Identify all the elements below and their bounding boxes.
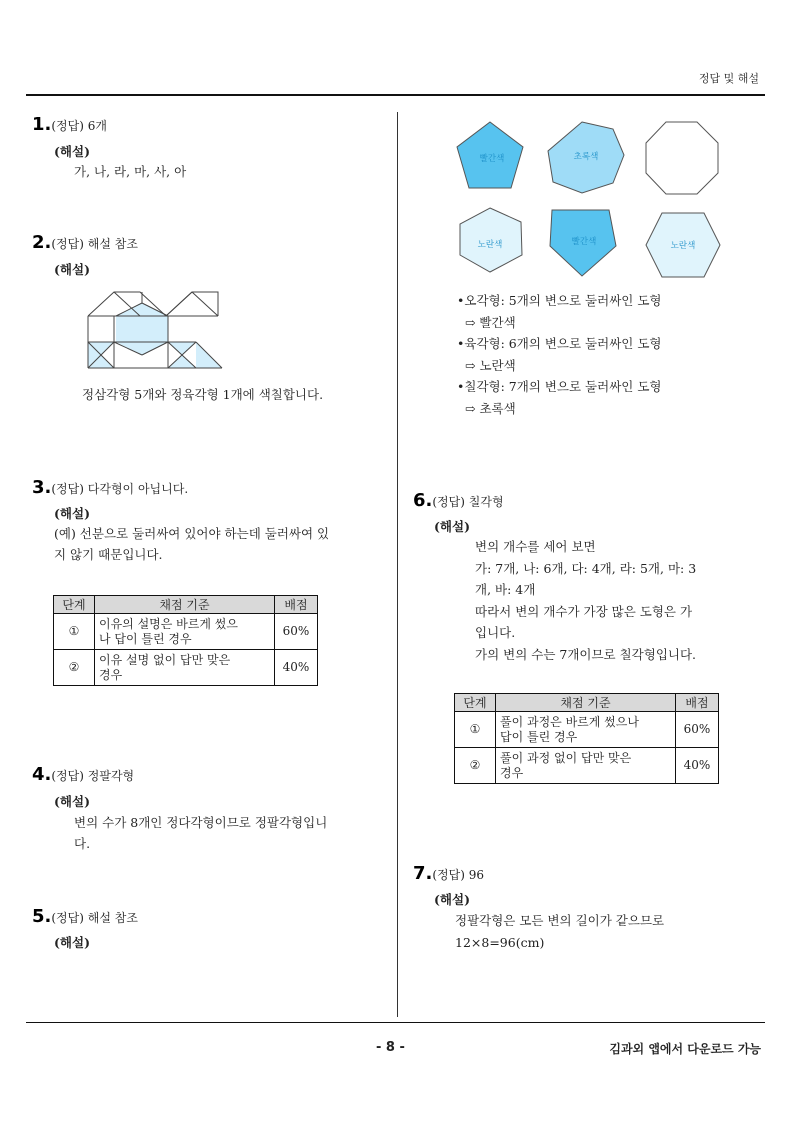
page-number: - 8 - (376, 1040, 405, 1055)
q4-heading (32, 764, 134, 785)
answer-label: (정답) (51, 482, 84, 496)
table-header-score: 배점 (275, 596, 318, 614)
q3-body-line1: (예) 선분으로 둘러싸여 있어야 하는데 둘러싸여 있 (54, 526, 330, 541)
q2-number: 2. (32, 232, 52, 253)
q2-explanation-label: (해설) (54, 262, 90, 277)
q3-number: 3. (32, 477, 52, 498)
bullet-mark: • (457, 336, 465, 351)
q5-answer: 해설 참조 (87, 911, 138, 925)
q5-bullet-1-result (465, 312, 516, 333)
table-cell-step: ① (455, 712, 496, 748)
bullet-text: 육각형: 6개의 변으로 둘러싸인 도형 (464, 336, 662, 351)
q3-body-line2: 지 않기 때문입니다. (54, 547, 163, 562)
answer-label: (정답) (51, 237, 84, 251)
q5-bullet-2 (457, 333, 661, 354)
table-header-criteria: 채점 기준 (496, 694, 676, 712)
q1-answer: 6개 (87, 119, 107, 133)
footer-download-note: 김과외 앱에서 다운로드 가능 (609, 1042, 761, 1056)
answer-label: (정답) (51, 911, 84, 925)
bullet-text: 칠각형: 7개의 변으로 둘러싸인 도형 (464, 379, 662, 394)
criteria-line: 나 답이 틀린 경우 (99, 631, 192, 646)
q1-heading (32, 114, 107, 135)
table-cell-score: 40% (275, 650, 318, 686)
q6-line: 개, 바: 4개 (475, 582, 536, 597)
table-cell-criteria (95, 650, 275, 686)
table-header-score: 배점 (676, 694, 719, 712)
answer-label: (정답) (51, 769, 84, 783)
q6-heading (413, 490, 504, 511)
shape-label: 빨간색 (571, 237, 597, 247)
q3-explanation-label: (해설) (54, 506, 90, 521)
q1-explanation-label: (해설) (54, 144, 90, 159)
shape-label: 빨간색 (479, 154, 505, 164)
q6-number: 6. (413, 490, 433, 511)
q5-explanation-label: (해설) (54, 935, 90, 950)
q1-body: 가, 나, 라, 마, 사, 아 (74, 164, 187, 179)
table-cell-score: 60% (275, 614, 318, 650)
criteria-line: 경우 (99, 667, 123, 682)
criteria-line: 답이 틀린 경우 (500, 729, 578, 744)
bullet-result: 초록색 (479, 401, 516, 416)
q1-number: 1. (32, 114, 52, 135)
q6-explanation-label: (해설) (434, 519, 470, 534)
q2-answer: 해설 참조 (87, 237, 138, 251)
shape-label: 노란색 (670, 241, 696, 251)
top-rule (26, 94, 765, 96)
q6-scoring-table (454, 693, 719, 784)
answer-label: (정답) (432, 868, 465, 882)
q6-line: 변의 개수를 세어 보면 (475, 539, 596, 554)
table-row (54, 650, 318, 686)
arrow-icon: ⇨ (465, 358, 476, 373)
table-row (455, 748, 719, 784)
q6-line: 가의 변의 수는 7개이므로 칠각형입니다. (475, 647, 697, 662)
shape-label: 초록색 (573, 152, 599, 162)
arrow-icon: ⇨ (465, 315, 476, 330)
bullet-mark: • (457, 379, 465, 394)
q5-bullet-1 (457, 290, 661, 311)
criteria-line: 경우 (500, 765, 524, 780)
q4-body-line1: 변의 수가 8개인 정다각형이므로 정팔각형입니 (74, 815, 328, 830)
table-cell-score: 60% (676, 712, 719, 748)
q2-triangle-grid-figure (86, 290, 226, 370)
q3-scoring-table (53, 595, 318, 686)
shaded-triangle (168, 355, 196, 368)
q5-bullet-2-result (465, 355, 516, 376)
criteria-line: 이유 설명 없이 답만 맞은 (99, 652, 231, 667)
q6-line: 따라서 변의 개수가 가장 많은 도형은 가 (475, 604, 693, 619)
q3-answer: 다각형이 아닙니다. (87, 482, 189, 496)
octagon-white (646, 122, 718, 194)
q4-number: 4. (32, 764, 52, 785)
q6-line: 가: 7개, 나: 6개, 다: 4개, 라: 5개, 마: 3 (475, 561, 697, 576)
answer-label: (정답) (51, 119, 84, 133)
q7-heading (413, 863, 484, 884)
q5-bullet-3-result (465, 398, 516, 419)
table-header-step: 단계 (455, 694, 496, 712)
table-cell-criteria (496, 748, 676, 784)
criteria-line: 풀이 과정은 바르게 썼으나 (500, 714, 639, 729)
q5-number: 5. (32, 906, 52, 927)
shape-label: 노란색 (477, 240, 503, 250)
q7-number: 7. (413, 863, 433, 884)
table-cell-criteria (95, 614, 275, 650)
table-header-step: 단계 (54, 596, 95, 614)
table-cell-criteria (496, 712, 676, 748)
arrow-icon: ⇨ (465, 401, 476, 416)
answer-label: (정답) (432, 495, 465, 509)
q7-answer: 96 (468, 868, 485, 882)
q2-caption: 정삼각형 5개와 정육각형 1개에 색칠합니다. (82, 387, 324, 402)
criteria-line: 풀이 과정 없이 답만 맞은 (500, 750, 632, 765)
q3-heading (32, 477, 188, 498)
bullet-text: 오각형: 5개의 변으로 둘러싸인 도형 (464, 293, 662, 308)
column-divider (397, 112, 398, 1017)
table-cell-step: ② (54, 650, 95, 686)
q4-body-line2: 다. (74, 836, 91, 851)
q2-heading (32, 232, 138, 253)
q5-polygons-figure (450, 118, 730, 288)
q6-answer: 칠각형 (468, 495, 504, 509)
q5-bullet-3 (457, 376, 661, 397)
q7-explanation-label: (해설) (434, 892, 470, 907)
table-cell-score: 40% (676, 748, 719, 784)
criteria-line: 이유의 설명은 바르게 썼으 (99, 616, 238, 631)
q7-body-line1: 정팔각형은 모든 변의 길이가 같으므로 (455, 913, 665, 928)
q7-body-line2: 12×8=96(cm) (455, 935, 545, 950)
table-header-criteria: 채점 기준 (95, 596, 275, 614)
shaded-triangle (168, 342, 196, 355)
q4-answer: 정팔각형 (87, 769, 135, 783)
q5-heading (32, 906, 138, 927)
table-cell-step: ① (54, 614, 95, 650)
table-row (54, 614, 318, 650)
bullet-mark: • (457, 293, 465, 308)
bullet-result: 노란색 (479, 358, 516, 373)
table-cell-step: ② (455, 748, 496, 784)
q4-explanation-label: (해설) (54, 794, 90, 809)
table-row (455, 712, 719, 748)
page-header-title: 정답 및 해설 (698, 72, 759, 85)
bottom-rule (26, 1022, 765, 1023)
q6-line: 입니다. (475, 625, 516, 640)
bullet-result: 빨간색 (479, 315, 516, 330)
